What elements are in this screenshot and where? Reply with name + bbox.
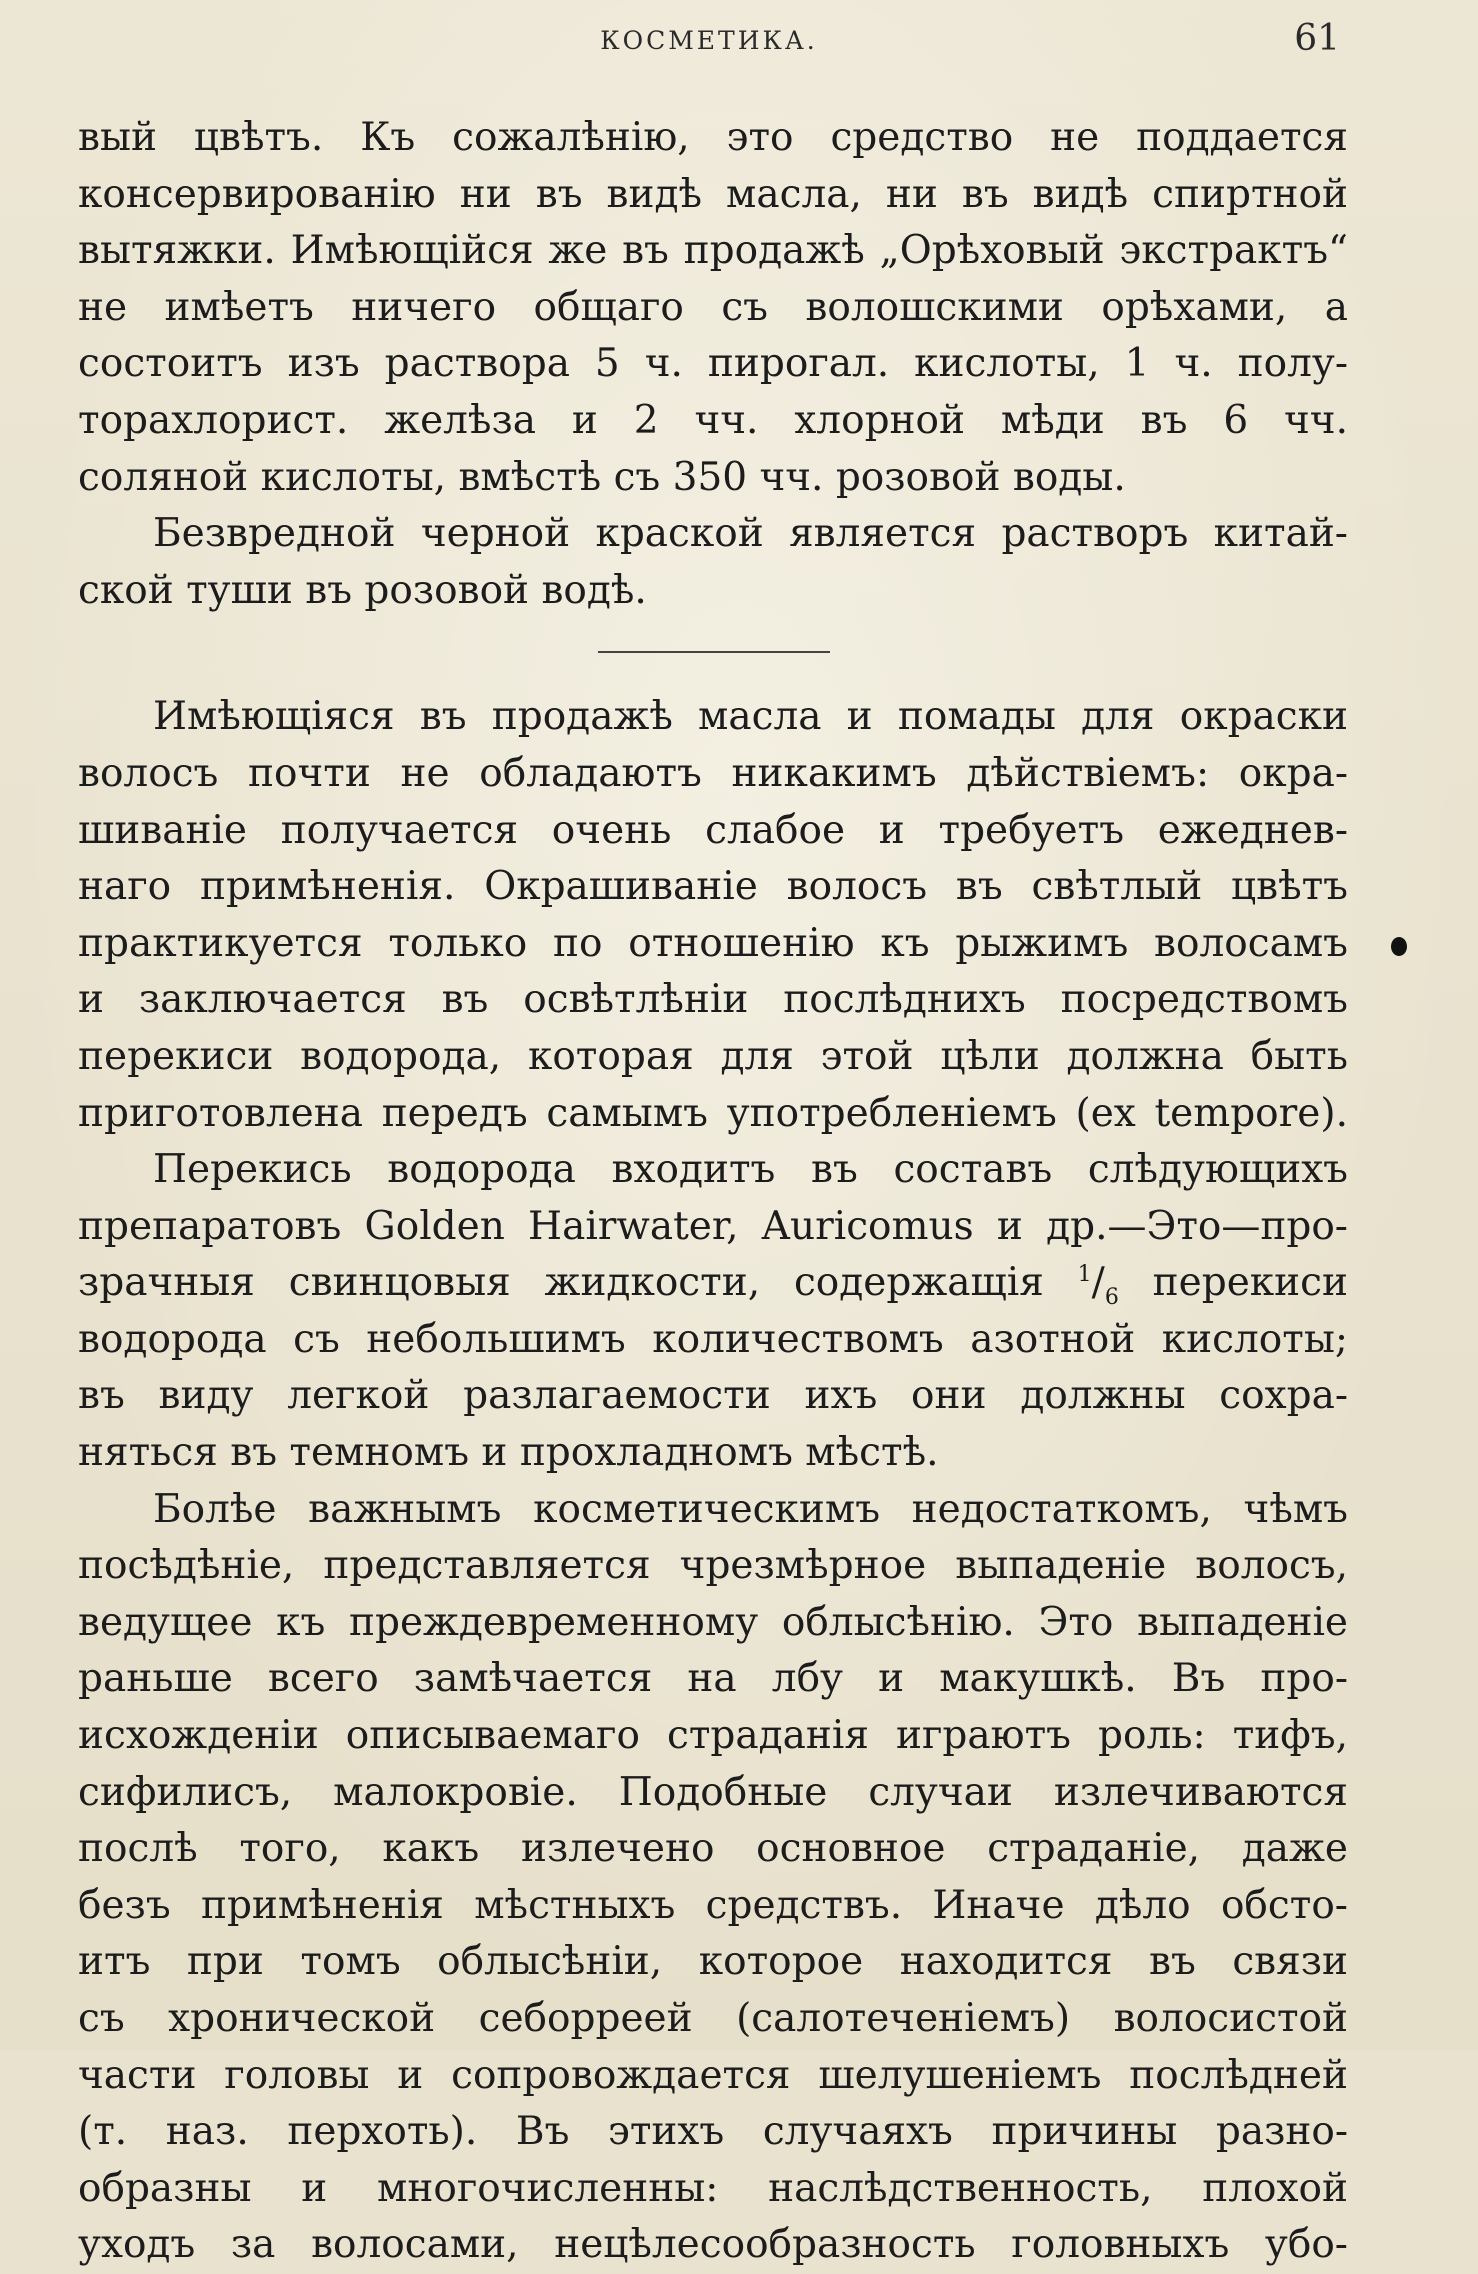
- section-divider-wrap: [78, 619, 1348, 689]
- text-line: части головы и сопровождается шелушеніемъ послѣдней: [78, 2052, 1348, 2098]
- text-line-with-fraction: [78, 1255, 1348, 1312]
- text-line: Безвредной черной краской является растворъ китай-: [153, 511, 1348, 557]
- text-fragment: перекиси: [1152, 1260, 1348, 1306]
- paragraph-5: [78, 1482, 1348, 2274]
- text-line: Перекись водорода входитъ въ составъ слѣдующихъ: [153, 1147, 1348, 1193]
- section-divider: [598, 651, 830, 653]
- text-line: волосъ почти не обладаютъ никакимъ дѣйствіемъ: окра-: [78, 750, 1348, 796]
- ink-blot-mark: [1391, 937, 1407, 956]
- paragraph-1: [78, 110, 1348, 506]
- text-line: сифилисъ, малокровіе. Подобные случаи излечиваются: [78, 1769, 1348, 1815]
- text-line: (т. наз. перхоть). Въ этихъ случаяхъ причины разно-: [78, 2109, 1348, 2155]
- text-line: ведущее къ преждевременному облысѣнію. Это выпаденіе: [78, 1599, 1348, 1645]
- body-text: [78, 110, 1348, 2274]
- fraction-denominator: 6: [1104, 1285, 1119, 1311]
- fraction-numerator: 1: [1077, 1262, 1092, 1288]
- running-title: КОСМЕТИКА.: [600, 26, 818, 55]
- paragraph-3: [78, 689, 1348, 1142]
- text-line: препаратовъ Golden Hairwater, Auricomus и др.—Это—про-: [78, 1203, 1348, 1249]
- text-line: вый цвѣтъ. Къ сожалѣнію, это средство не поддается: [78, 115, 1348, 160]
- page-number: 61: [1294, 18, 1340, 59]
- text-line: соляной кислоты, вмѣстѣ съ 350 чч. розовой воды.: [78, 454, 1126, 500]
- text-line: наго примѣненія. Окрашиваніе волосъ въ свѣтлый цвѣтъ: [78, 864, 1348, 910]
- text-line: консервированію ни въ видѣ масла, ни въ видѣ спиртной: [78, 171, 1348, 217]
- text-line: съ хронической себорреей (салотеченіемъ) волосистой: [78, 1996, 1348, 2041]
- paragraph-2: [78, 506, 1348, 619]
- text-line: шиваніе получается очень слабое и требуетъ ежеднев-: [78, 807, 1348, 853]
- text-line: послѣ того, какъ излечено основное страданіе, даже: [78, 1826, 1348, 1872]
- fraction: $^1/_6$: [1077, 1260, 1119, 1311]
- text-line: Имѣющіяся въ продажѣ масла и помады для окраски: [153, 694, 1348, 740]
- text-line: практикуется только по отношенію къ рыжимъ волосамъ: [78, 920, 1348, 966]
- text-line: посѣдѣніе, представляется чрезмѣрное выпаденіе волосъ,: [78, 1543, 1348, 1589]
- text-line: ской туши въ розовой водѣ.: [78, 567, 647, 613]
- running-head: [78, 18, 1340, 68]
- text-line: раньше всего замѣчается на лбу и макушкѣ. Въ про-: [78, 1656, 1348, 1702]
- paragraph-4: [78, 1142, 1348, 1482]
- text-line: безъ примѣненія мѣстныхъ средствъ. Иначе дѣло обсто-: [78, 1882, 1348, 1928]
- text-line: уходъ за волосами, нецѣлесообразность головныхъ убо-: [78, 2222, 1348, 2268]
- text-line: няться въ темномъ и прохладномъ мѣстѣ.: [78, 1430, 939, 1476]
- text-line: исхожденіи описываемаго страданія играютъ роль: тифъ,: [78, 1713, 1348, 1759]
- text-line: не имѣетъ ничего общаго съ волошскими орѣхами, а: [78, 284, 1348, 330]
- text-line: и заключается въ освѣтлѣніи послѣднихъ посредствомъ: [78, 977, 1348, 1023]
- text-line: въ виду легкой разлагаемости ихъ они должны сохра-: [78, 1373, 1348, 1419]
- text-line: вытяжки. Имѣющійся же въ продажѣ „Орѣховый экстрактъ“: [78, 228, 1348, 274]
- text-line: перекиси водорода, которая для этой цѣли должна быть: [78, 1033, 1348, 1079]
- text-fragment: зрачныя свинцовыя жидкости, содержащія: [78, 1260, 1044, 1306]
- text-line: водорода съ небольшимъ количествомъ азотной кислоты;: [78, 1316, 1348, 1362]
- text-line: итъ при томъ облысѣніи, которое находится въ связи: [78, 1939, 1348, 1985]
- text-line: торахлорист. желѣза и 2 чч. хлорной мѣди въ 6 чч.: [78, 397, 1348, 443]
- text-line: состоитъ изъ раствора 5 ч. пирогал. кислоты, 1 ч. полу-: [78, 341, 1348, 387]
- text-line: образны и многочисленны: наслѣдственность, плохой: [78, 2165, 1348, 2211]
- text-line: приготовлена передъ самымъ употребленіемъ (ex tempore).: [78, 1090, 1348, 1136]
- text-line: Болѣе важнымъ косметическимъ недостаткомъ, чѣмъ: [153, 1486, 1348, 1532]
